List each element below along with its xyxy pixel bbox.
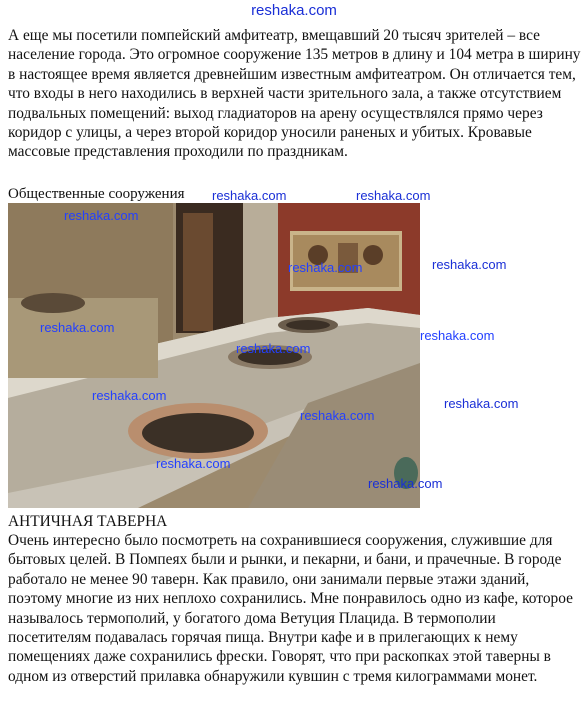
- watermark: reshaka.com: [156, 456, 231, 471]
- watermark: reshaka.com: [236, 341, 311, 356]
- watermark: reshaka.com: [356, 188, 431, 203]
- watermark: reshaka.com: [432, 257, 507, 272]
- photo-caption: Общественные сооружения: [8, 186, 185, 202]
- watermark: reshaka.com: [40, 320, 115, 335]
- watermark: reshaka.com: [64, 208, 139, 223]
- watermark: reshaka.com: [444, 396, 519, 411]
- section-heading: АНТИЧНАЯ ТАВЕРНА: [8, 513, 168, 530]
- watermark: reshaka.com: [420, 328, 495, 343]
- site-watermark-header: reshaka.com: [251, 2, 337, 19]
- tavern-paragraph: Очень интересно было посмотреть на сохранившиеся сооружения, служившие для бытовых целей. В Помпеях были и рынки, и пекарни, и бани, и прачечные. В городе работало не менее 90 таверн. Как правило, они занимали первые этажи зданий, поэтому многие из них неплохо сохранились. Мне понравилось одно из кафе, которое называлось термополий, у богатого дома Ветуция Плацида. В термополии посетителям подавалась горячая пища. Внутри кафе и в прилегающих к нему помещениях даже сохранились фрески. Говорят, что при раскопках этой таверны в одном из отверстий прилавка обнаружили кувшин с тремя килограммами монет.: [8, 532, 573, 685]
- watermark: reshaka.com: [212, 188, 287, 203]
- watermark: reshaka.com: [288, 260, 363, 275]
- watermark: reshaka.com: [368, 476, 443, 491]
- intro-paragraph: А еще мы посетили помпейский амфитеатр, вмещавший 20 тысяч зрителей – все население города. Это огромное сооружение 135 метров в длину и 104 метра в ширину в настоящее время является древнейшим известным амфитеатром. Он отличается тем, что входы в него находились в верхней части зрительного зала, а также отсутствием подвальных помещений: выход гладиаторов на арену осуществлялся прямо через коридор с улицы, а через второй коридор уносили раненых и убитых. Кровавые массовые представления проходили по праздникам.: [8, 27, 581, 161]
- watermark: reshaka.com: [300, 408, 375, 423]
- watermark: reshaka.com: [92, 388, 167, 403]
